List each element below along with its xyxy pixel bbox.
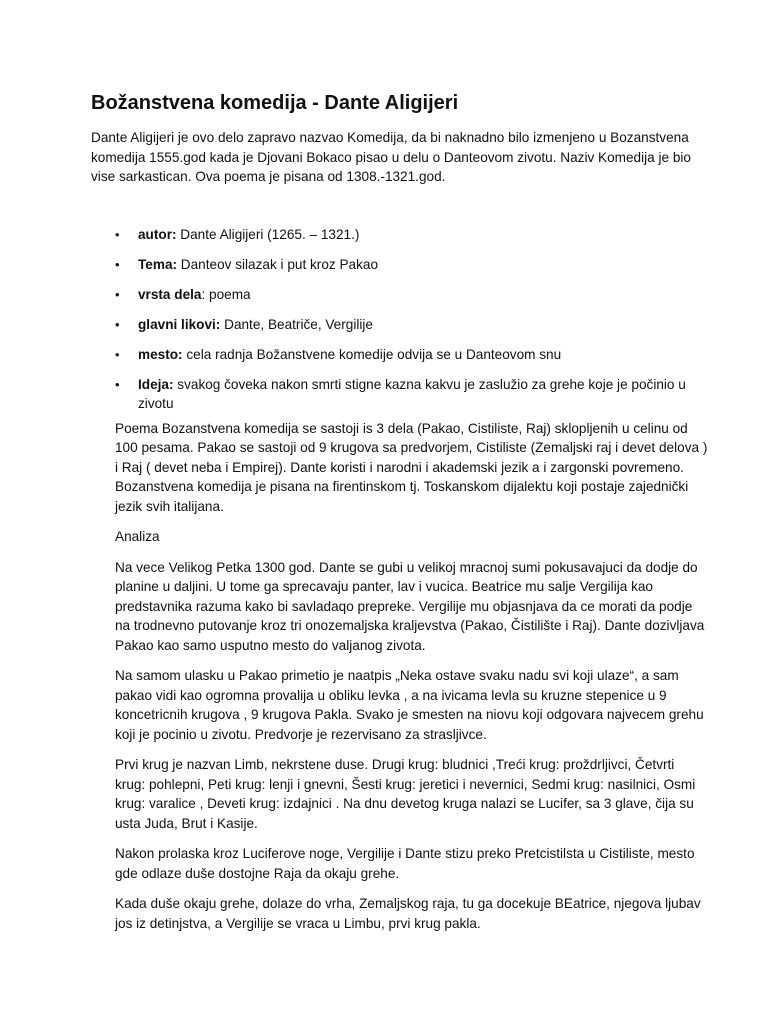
bullet-label: Tema: xyxy=(138,256,178,272)
bullet-label: vrsta dela xyxy=(138,286,202,302)
purgatory-paragraph: Nakon prolaska kroz Luciferove noge, Vergilije i Dante stizu preko Pretcistilsta u Cistiliste, mesto gde odlaze duše dostojne Raja da okaju grehe. xyxy=(115,846,695,881)
bullet-icon: • xyxy=(115,256,120,272)
bullet-place xyxy=(115,345,708,364)
bullet-icon: • xyxy=(115,346,120,362)
bullet-text: svakog čoveka nakon smrti stigne kazna kakvu je zaslužio za grehe koje je počinio u zivotu xyxy=(138,376,686,411)
bullet-text: Dante Aligijeri (1265. – 1321.) xyxy=(176,226,360,242)
bullet-label: mesto: xyxy=(138,346,183,362)
bullet-text: Dante, Beatriče, Vergilije xyxy=(220,316,373,332)
bullet-genre xyxy=(115,285,708,304)
bullet-label: autor: xyxy=(138,226,177,242)
bullet-icon: • xyxy=(115,226,120,242)
bullet-text: Danteov silazak i put kroz Pakao xyxy=(177,256,379,272)
circles-paragraph: Prvi krug je nazvan Limb, nekrstene duse. Drugi krug: bludnici ,Treći krug: proždrljivci, Četvrti krug: pohlepni, Peti krug: lenji i gnevni, Šesti krug: jeretici i nevernici, Sedmi krug: nasilnici, Osmi krug: varalice , Deveti krug: izdajnici . Na dnu devetog kruga nalazi se Lucifer, sa 3 glave, čija su usta Juda, Brut i Kasije. xyxy=(115,757,696,831)
bullet-label: glavni likovi: xyxy=(138,316,221,332)
paradise-paragraph: Kada duše okaju grehe, dolaze do vrha, Zemaljskog raja, tu ga docekuje BEatrice, njegova ljubav jos iz detinjstva, a Vergilije se vraca u Limbu, prvi krug pakla. xyxy=(115,896,701,931)
bullet-author xyxy=(115,225,708,244)
bullet-icon: • xyxy=(115,376,120,392)
bullet-theme xyxy=(115,255,708,274)
bullet-icon: • xyxy=(115,286,120,302)
bullet-text: : poema xyxy=(201,286,251,302)
bullet-text: cela radnja Božanstvene komedije odvija se u Danteovom snu xyxy=(182,346,562,362)
analysis-paragraph: Na vece Velikog Petka 1300 god. Dante se gubi u velikoj mracnoj sumi pokusavajuci da dodje do planine u daljini. U tome ga sprecavaju panter, lav i vucica. Beatrice mu salje Vergilija kao predstavnika razuma kako bi savladaqo prepreke. Vergilije mu objasnjava da ce morati da podje na trodnevno putovanje kroz tri onozemaljska kraljevstva (Pakao, Čistilište i Raj). Dante dozivljava Pakao kao samo usputno mesto do valjanog zivota. xyxy=(115,559,705,653)
info-bullet-list xyxy=(91,225,708,413)
bullet-icon: • xyxy=(115,316,120,332)
section-heading-analysis: Analiza xyxy=(115,529,160,544)
intro-paragraph: Dante Aligijeri je ovo delo zapravo nazvao Komedija, da bi naknadno bilo izmenjeno u Bozanstvena komedija 1555.god kada je Djovani Bokaco pisao u delu o Danteovom zivotu. Naziv Komedija je bio vise sarkastican. Ova poema je pisana od 1308.-1321.god. xyxy=(91,130,691,184)
structure-paragraph: Poema Bozanstvena komedija se sastoji is 3 dela (Pakao, Cistiliste, Raj) sklopljenih u celinu od 100 pesama. Pakao se sastoji od 9 krugova sa predvorjem, Cistiliste (Zemaljski raj i devet delova ) i Raj ( devet neba i Empirej). Dante koristi i narodni i akademski jezik a i zargonski povremeno. Bozanstvena komedija je pisana na firentinskom tj. Toskanskom dijalektu koji postaje zajednički jezik svih italijana. xyxy=(115,420,708,514)
bullet-label: Ideja: xyxy=(138,376,174,392)
hell-entrance-paragraph: Na samom ulasku u Pakao primetio je naatpis „Neka ostave svaku nadu svi koji ulaze“, a sam pakao vidi kao ogromna provalija u obliku levka , a na ivicama levla su kruzne stepenice u 9 koncetricnih krugova , 9 krugova Pakla. Svako je smesten na niovu koji odgovara najvecem grehu koji je pocinio u zivotu. Predvorje je rezervisano za strasljivce. xyxy=(115,668,704,742)
document-title: Božanstvena komedija - Dante Aligijeri xyxy=(91,92,459,114)
bullet-idea xyxy=(115,375,708,413)
bullet-characters xyxy=(115,315,708,334)
